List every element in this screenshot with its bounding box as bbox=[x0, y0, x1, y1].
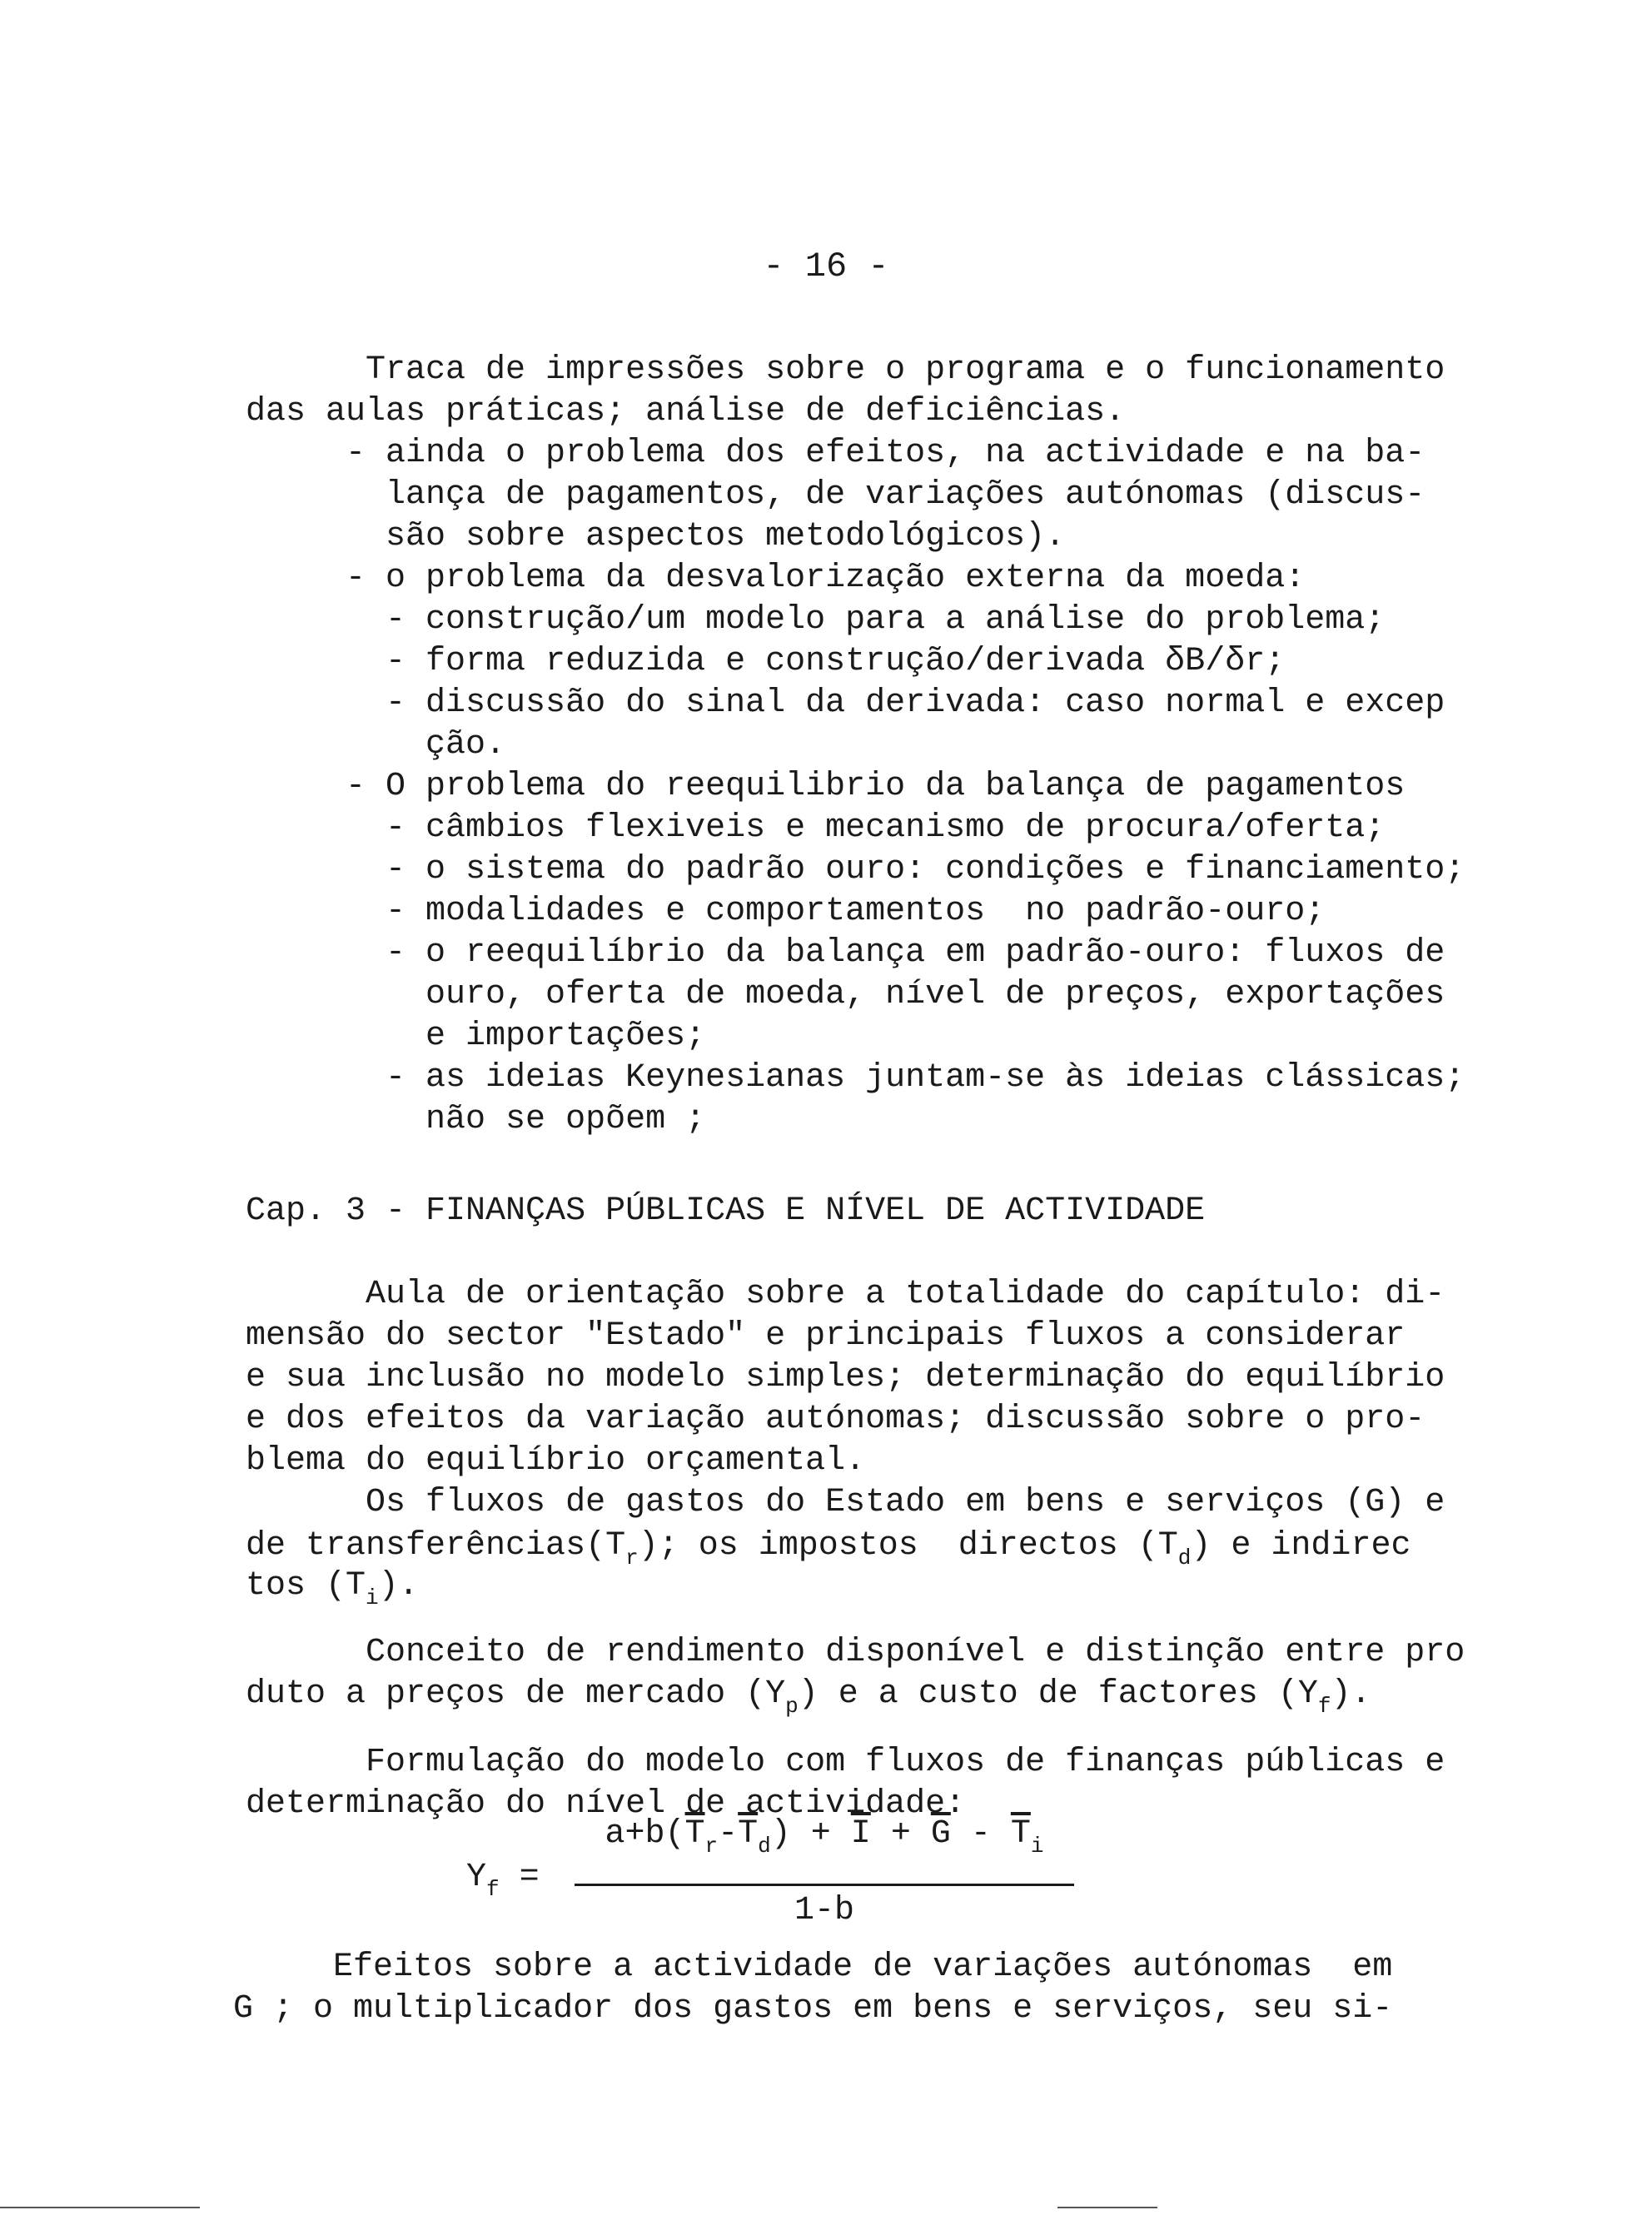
text-line: - o sistema do padrão ouro: condições e financiamento; bbox=[246, 851, 1465, 889]
rendimento-line-2: duto a preços de mercado $(Y_p)$ e a custo de factores $(Y_f)$. bbox=[246, 1675, 1371, 1719]
formula-denominator: 1-b bbox=[794, 1892, 854, 1929]
tos-line: tos $(T_i)$. bbox=[246, 1567, 419, 1610]
transfer-line: de $transferências(T_r)$; os impostos directos $(T_d)$ e indirec bbox=[246, 1527, 1411, 1570]
text-line: Os fluxos de gastos do Estado em bens e serviços (G) e bbox=[246, 1484, 1446, 1521]
formula-numerator: $a+b(\overline{T}_r-\overline{T}_d) + \overline{I} + \overline{G} - \overline{T}_i$ bbox=[605, 1815, 1044, 1859]
formulacao-block bbox=[246, 1742, 1445, 1825]
efeitos-block bbox=[233, 1947, 1392, 2030]
text-line: e importações; bbox=[246, 1018, 706, 1055]
text-line: Formulação do modelo com fluxos de finanças públicas e bbox=[246, 1744, 1446, 1781]
text-line: - O problema do reequilibrio da balança de pagamentos bbox=[246, 768, 1406, 805]
text-line: ouro, oferta de moeda, nível de preços, exportações bbox=[246, 976, 1446, 1013]
text-line: das aulas práticas; análise de deficiências. bbox=[246, 393, 1126, 431]
footer-rule-left bbox=[0, 2207, 200, 2208]
text-line: G ; o multiplicador dos gastos em bens e serviços, seu si- bbox=[233, 1990, 1393, 2028]
text-line: e sua inclusão no modelo simples; determinação do equilíbrio bbox=[246, 1359, 1446, 1396]
rendimento-line-1: Conceito de rendimento disponível e distinção entre pro bbox=[246, 1634, 1465, 1671]
text-line: - as ideias Keynesianas juntam-se às ideias clássicas; bbox=[246, 1059, 1465, 1097]
chapter-heading: Cap. 3 - FINANÇAS PÚBLICAS E NÍVEL DE ACTIVIDADE bbox=[246, 1192, 1206, 1230]
text-line: - discussão do sinal da derivada: caso normal e excep bbox=[246, 684, 1446, 722]
text-line: determinação do nível de actividade: bbox=[246, 1785, 966, 1823]
formula-lhs: $Y_f$ = bbox=[466, 1859, 540, 1902]
text-line: e dos efeitos da variação autónomas; discussão sobre o pro- bbox=[246, 1401, 1426, 1438]
text-line: - ainda o problema dos efeitos, na actividade e na ba- bbox=[246, 435, 1426, 472]
text-line: blema do equilíbrio orçamental. bbox=[246, 1442, 866, 1480]
text-line: - modalidades e comportamentos no padrão-ouro; bbox=[246, 893, 1326, 930]
text-line: são sobre aspectos metodológicos). bbox=[246, 518, 1066, 555]
formula bbox=[466, 1815, 1082, 1940]
text-line: - construção/um modelo para a análise do problema; bbox=[246, 601, 1386, 639]
text-line: Aula de orientação sobre a totalidade do capítulo: di- bbox=[246, 1276, 1446, 1313]
section2-block bbox=[246, 1274, 1445, 1524]
footer-rule-right bbox=[1057, 2207, 1157, 2208]
text-line: - o problema da desvalorização externa da moeda: bbox=[246, 560, 1306, 597]
page-number: - 16 - bbox=[763, 246, 889, 286]
text-line: Efeitos sobre a actividade de variações autónomas em bbox=[233, 1949, 1393, 1986]
text-line: - forma reduzida e construção/derivada δB/δr; bbox=[246, 643, 1286, 680]
text-line: - o reequilíbrio da balança em padrão-ouro: fluxos de bbox=[246, 934, 1446, 972]
text-line: Traca de impressões sobre o programa e o funcionamento bbox=[246, 351, 1446, 389]
text-line: não se opõem ; bbox=[246, 1101, 706, 1138]
formula-fraction-bar bbox=[575, 1884, 1074, 1886]
section1-block bbox=[246, 350, 1465, 1141]
text-line: mensão do sector "Estado" e principais fluxos a considerar bbox=[246, 1317, 1406, 1355]
text-line: - câmbios flexiveis e mecanismo de procura/oferta; bbox=[246, 809, 1386, 847]
text-line: ção. bbox=[246, 726, 506, 764]
text-line: lança de pagamentos, de variações autónomas (discus- bbox=[246, 476, 1426, 514]
